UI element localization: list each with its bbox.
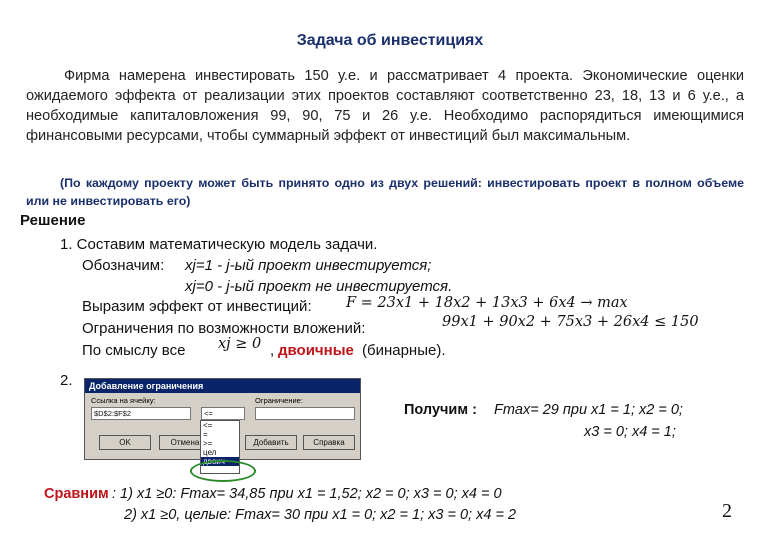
compare-line-1: : 1) x1 ≥0: Fmax= 34,85 при x1 = 1,52; x2 = 0; x3 = 0; x4 = 0 (112, 486, 502, 502)
problem-statement (26, 66, 744, 146)
step-2: 2. (60, 372, 73, 389)
problem-note (26, 174, 744, 210)
binary-var: xj ≥ 0 (218, 336, 262, 352)
compare-label: Сравним (44, 486, 109, 502)
problem-text: Фирма намерена инвестировать 150 у.е. и рассматривает 4 проекта. Экономические оценки ожидаемого эффекта от реализации этих проектов составляют соответственно 23, 18, 13 и 6 у.е., а необходимые капиталовложения 99, 90, 75 и 26 у.е. Необходимо распорядиться имеющимися финансовыми ресурсами, чтобы суммарный эффект от инвестиций был максимальным. (26, 68, 744, 144)
denote-label: Обозначим: (82, 257, 165, 274)
note-text: (По каждому проекту может быть принято одно из двух решений: инвестировать проект в полном объеме или не инвестировать его) (26, 176, 744, 208)
step-1: 1. Составим математическую модель задачи. (60, 236, 378, 253)
option-int[interactable]: цел (203, 448, 217, 457)
result-line-1: Fmax= 29 при x1 = 1; x2 = 0; (494, 402, 683, 418)
cancel-button[interactable]: Отмена (159, 435, 211, 450)
constraint-input[interactable] (255, 407, 355, 420)
binary-word: двоичные (278, 342, 354, 359)
add-button[interactable]: Добавить (245, 435, 297, 450)
meaning-suffix: (бинарные). (362, 342, 446, 359)
compare-line-2: 2) x1 ≥0, целые: Fmax= 30 при x1 = 0; x2 = 1; x3 = 0; x4 = 2 (124, 507, 517, 523)
option-binary[interactable]: двоич (201, 457, 239, 466)
dialog-title: Добавление ограничения (85, 379, 360, 393)
effect-label: Выразим эффект от инвестиций: (82, 298, 312, 315)
solution-heading: Решение (20, 212, 86, 229)
ref-input[interactable]: $D$2:$F$2 (91, 407, 191, 420)
option-ge[interactable]: >= (203, 439, 213, 448)
meaning-prefix: По смыслу все (82, 342, 186, 359)
constraint-formula: 99x1 + 90x2 + 75x3 + 26x4 ≤ 150 (442, 314, 699, 330)
objective-formula: F = 23x1 + 18x2 + 13x3 + 6x4 → max (346, 295, 628, 311)
ref-label: Ссылка на ячейку: (91, 396, 156, 405)
def-not-invested: xj=0 - j-ый проект не инвестируется. (185, 278, 453, 295)
result-line-2: x3 = 0; x4 = 1; (584, 424, 676, 440)
constraint-field-label: Ограничение: (255, 396, 303, 405)
highlight-circle (190, 460, 256, 482)
meaning-comma: , (270, 342, 275, 359)
result-label: Получим : (404, 402, 477, 418)
ok-button[interactable]: OK (99, 435, 151, 450)
constraint-label: Ограничения по возможности вложений: (82, 320, 366, 337)
option-le[interactable]: <= (203, 421, 213, 430)
def-invested: xj=1 - j-ый проект инвестируется; (185, 257, 432, 274)
page-number: 2 (722, 500, 732, 522)
help-button[interactable]: Справка (303, 435, 355, 450)
page-title: Задача об инвестициях (296, 32, 484, 49)
operator-select[interactable]: <= (201, 407, 245, 420)
option-eq[interactable]: = (203, 430, 208, 439)
